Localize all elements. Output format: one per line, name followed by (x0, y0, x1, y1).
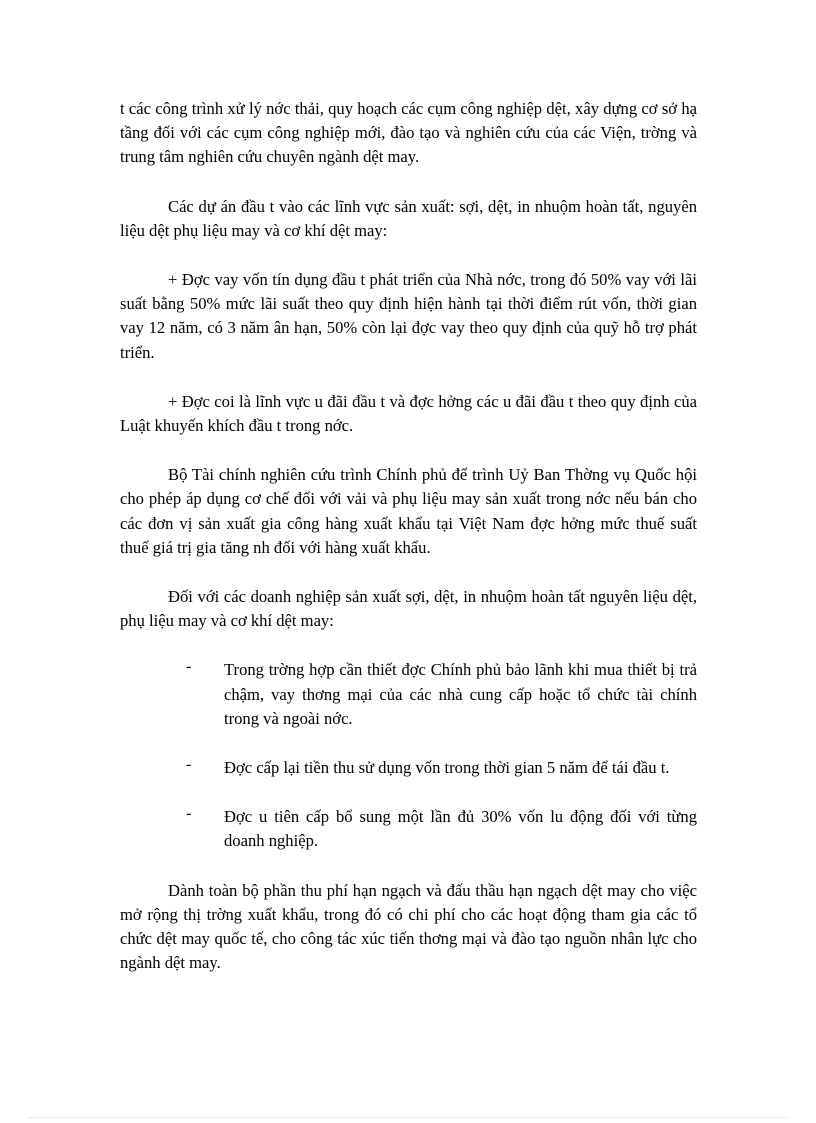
paragraph-5: Bộ Tài chính nghiên cứu trình Chính phủ để trình Uỷ Ban Thờng vụ Quốc hội cho phép áp dụng cơ chế đối với vải và phụ liệu may sản xuất trong nớc nếu bán cho các đơn vị sản xuất gia công hàng xuất khẩu tại Việt Nam đợc hởng mức thuế suất thuế giá trị gia tăng nh đối với hàng xuất khẩu. (120, 465, 697, 557)
bullet-marker: - (186, 658, 192, 676)
paragraph-2: Các dự án đầu t vào các lĩnh vực sản xuất: sợi, dệt, in nhuộm hoàn tất, nguyên liệu dệt phụ liệu may và cơ khí dệt may: (120, 196, 697, 240)
document-body (120, 97, 697, 975)
paragraph-3: + Đợc vay vốn tín dụng đầu t phát triển của Nhà nớc, trong đó 50% vay với lãi suất bằng 50% mức lãi suất theo quy định hiện hành tại thời điểm rút vốn, thời gian vay 12 năm, có 3 năm ân hạn, 50% còn lại đợc vay theo quy định của quỹ hỗ trợ phát triển. (120, 270, 697, 362)
paragraph-7: Dành toàn bộ phần thu phí hạn ngạch và đấu thầu hạn ngạch dệt may cho việc mở rộng thị trờng xuất khẩu, trong đó có chi phí cho các hoạt động tham gia các tổ chức dệt may quốc tế, cho công tác xúc tiến thơng mại và đào tạo nguồn nhân lực cho ngành dệt may. (120, 880, 697, 973)
bullet-marker: - (186, 805, 192, 823)
bullet-text-3: Đợc u tiên cấp bổ sung một lần đủ 30% vốn lu động đối với từng doanh nghiệp. (224, 807, 697, 851)
bullet-item-1 (120, 658, 697, 731)
paragraph-4: + Đợc coi là lĩnh vực u đãi đầu t và đợc hởng các u đãi đầu t theo quy định của Luật khuyến khích đầu t trong nớc. (120, 391, 697, 436)
bullet-item-2 (120, 756, 697, 780)
page-bottom-border (28, 1117, 788, 1118)
bullet-text-1: Trong trờng hợp cần thiết đợc Chính phủ bảo lãnh khi mua thiết bị trả chậm, vay thơng mại của các nhà cung cấp hoặc tổ chức tài chính trong và ngoài nớc. (224, 660, 697, 728)
paragraph-6: Đối với các doanh nghiệp sản xuất sợi, dệt, in nhuộm hoàn tất nguyên liệu dệt, phụ liệu may và cơ khí dệt may: (120, 587, 697, 631)
paragraph-1: t các công trình xử lý nớc thải, quy hoạch các cụm công nghiệp dệt, xây dựng cơ sở hạ tầng đối với các cụm công nghiệp mới, đào tạo và nghiên cứu của các Viện, trờng và trung tâm nghiên cứu chuyên ngành dệt may. (120, 99, 697, 167)
bullet-marker: - (186, 756, 192, 774)
bullet-item-3 (120, 805, 697, 853)
bullet-text-2: Đợc cấp lại tiền thu sử dụng vốn trong thời gian 5 năm để tái đầu t. (224, 758, 670, 778)
